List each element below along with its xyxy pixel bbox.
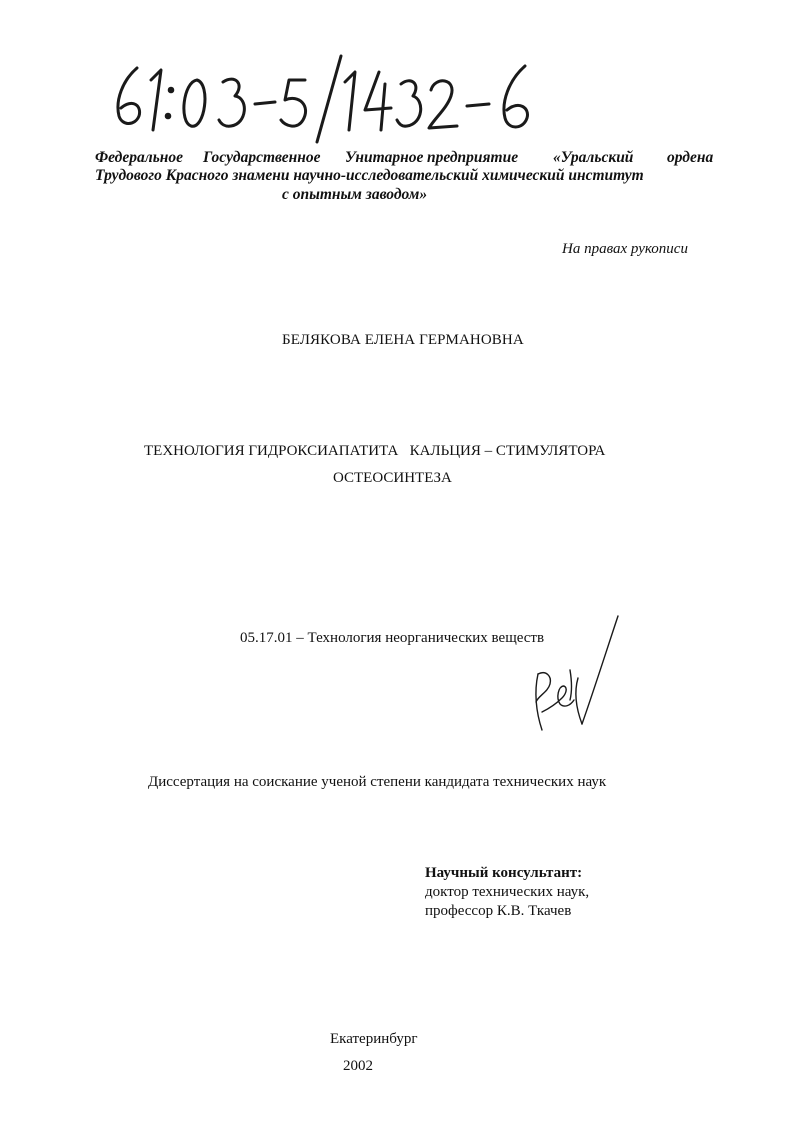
degree-statement: Диссертация на соискание ученой степени кандидата технических наук <box>148 774 607 790</box>
rights-note: На правах рукописи <box>562 241 688 257</box>
consultant-degree: доктор технических наук, <box>425 884 590 900</box>
org-word: предприятие <box>427 149 519 166</box>
city: Екатеринбург <box>330 1031 418 1047</box>
organization-line-3: с опытным заводом» <box>282 186 428 203</box>
org-word: Унитарное <box>345 149 424 166</box>
thesis-title-line-1: ТЕХНОЛОГИЯ ГИДРОКСИАПАТИТА КАЛЬЦИЯ – СТИМУЛЯТОРА <box>144 443 606 459</box>
org-word: Федеральное <box>95 149 184 166</box>
org-word: ордена <box>667 149 714 166</box>
year: 2002 <box>343 1058 373 1074</box>
organization-line-2: Трудового Красного знамени научно-исследовательский химический институт <box>95 167 644 184</box>
consultant-name: профессор К.В. Ткачев <box>425 903 572 919</box>
handwritten-archive-code <box>105 50 545 145</box>
author-name: БЕЛЯКОВА ЕЛЕНА ГЕРМАНОВНА <box>282 332 524 348</box>
consultant-label: Научный консультант: <box>425 865 583 881</box>
org-word: Государственное <box>203 149 321 166</box>
specialty-code: 05.17.01 – Технология неорганических веществ <box>240 630 545 646</box>
handwritten-signature <box>524 612 624 737</box>
thesis-title-line-2: ОСТЕОСИНТЕЗА <box>333 470 452 486</box>
org-word: «Уральский <box>553 149 634 166</box>
